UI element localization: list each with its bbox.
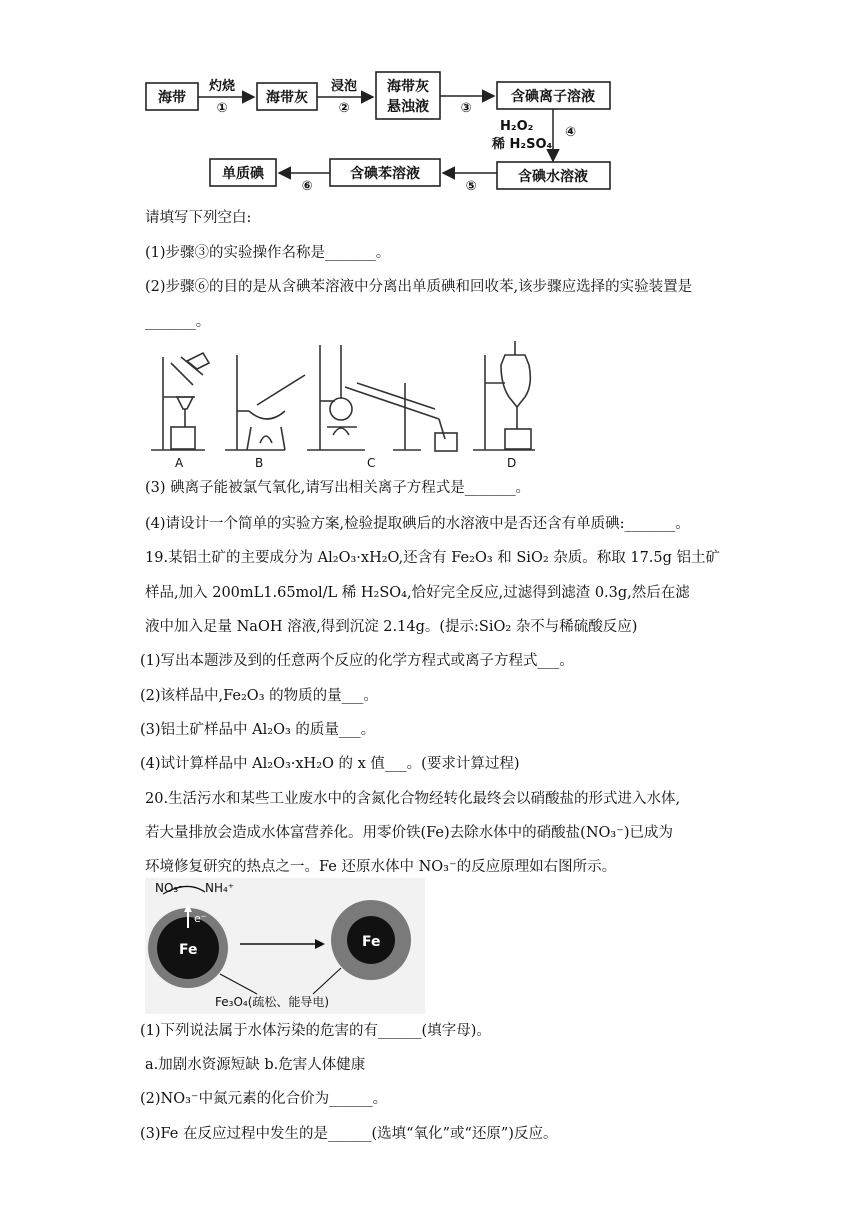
q20-stem-line3: 环境修复研究的热点之一。Fe 还原水体中 NO₃⁻的反应原理如右图所示。 — [145, 859, 617, 875]
q20-subq3: (3)Fe 在反应过程中发生的是______(选填“氧化”或“还原”)反应。 — [140, 1126, 558, 1142]
step2-label: 浸泡 — [330, 79, 358, 94]
q19-stem-line3: 液中加入足量 NaOH 溶液,得到沉淀 2.14g。(提示:SiO₂ 杂不与稀硫酸反应) — [145, 619, 638, 635]
label-fe-right: Fe — [362, 934, 381, 950]
box-elemental-iodine-label: 单质碘 — [222, 166, 264, 182]
label-no3: NO₃⁻ — [155, 881, 185, 895]
box-kelp-ash-label: 海带灰 — [266, 90, 308, 106]
q18-part3: (3) 碘离子能被氯气氧化,请写出相关离子方程式是_______。 — [145, 480, 531, 496]
box-suspension-label-2: 悬浊液 — [387, 99, 429, 115]
q19-subq3: (3)铝土矿样品中 Al₂O₃ 的质量___。 — [140, 722, 376, 738]
q20-subq1: (1)下列说法属于水体污染的危害的有______(填字母)。 — [140, 1023, 491, 1039]
extraction-flowchart — [140, 70, 620, 195]
q19-subq2: (2)该样品中,Fe₂O₃ 的物质的量___。 — [140, 688, 378, 704]
label-nh4: NH₄⁺ — [205, 881, 235, 895]
q18-part4: (4)请设计一个简单的实验方案,检验提取碘后的水溶液中是否还含有单质碘:_______。 — [145, 516, 690, 532]
box-iodide-solution-label: 含碘离子溶液 — [511, 89, 595, 105]
step6-number: ⑥ — [301, 179, 313, 194]
q19-subq1: (1)写出本题涉及到的任意两个反应的化学方程式或离子方程式___。 — [140, 653, 574, 669]
q19-stem-line1: 19.某铝土矿的主要成分为 Al₂O₃·xH₂O,还含有 Fe₂O₃ 和 SiO₂ 杂质。称取 17.5g 铝土矿 — [145, 550, 721, 566]
step2-number: ② — [338, 101, 350, 116]
box-iodine-benzene-label: 含碘苯溶液 — [350, 166, 420, 182]
step5-number: ⑤ — [465, 179, 477, 194]
step4-reagent-1: H₂O₂ — [500, 119, 534, 134]
q18-intro: 请填写下列空白: — [145, 210, 252, 226]
label-fe3o4-caption: Fe₃O₄(疏松、能导电) — [215, 995, 330, 1009]
apparatus-label-c: C — [367, 456, 376, 470]
q18-part2-line2: _______。 — [145, 314, 211, 330]
step1-label: 灼烧 — [208, 79, 236, 94]
step3-number: ③ — [460, 101, 472, 116]
box-iodine-water-label: 含碘水溶液 — [518, 169, 588, 185]
q19-subq4: (4)试计算样品中 Al₂O₃·xH₂O 的 x 值___。(要求计算过程) — [140, 756, 520, 772]
q18-part2-line1: (2)步骤⑥的目的是从含碘苯溶液中分离出单质碘和回收苯,该步骤应选择的实验装置是 — [145, 279, 693, 295]
fe-reduction-diagram — [145, 878, 425, 1014]
apparatus-label-a: A — [175, 456, 184, 470]
apparatus-label-d: D — [507, 456, 517, 470]
step4-number: ④ — [565, 125, 577, 140]
q20-stem-line2: 若大量排放会造成水体富营养化。用零价铁(Fe)去除水体中的硝酸盐(NO₃⁻)已成为 — [145, 825, 674, 841]
apparatus-label-b: B — [255, 456, 264, 470]
box-suspension-label-1: 海带灰 — [387, 79, 429, 95]
step4-reagent-2: 稀 H₂SO₄ — [492, 137, 553, 152]
q19-stem-line2: 样品,加入 200mL1.65mol/L 稀 H₂SO₄,恰好完全反应,过滤得到滤渣 0.3g,然后在滤 — [145, 585, 690, 601]
step1-number: ① — [216, 101, 228, 116]
apparatus-figure — [145, 335, 535, 472]
q20-options: a.加剧水资源短缺 b.危害人体健康 — [145, 1057, 366, 1073]
q20-stem-line1: 20.生活污水和某些工业废水中的含氮化合物经转化最终会以硝酸盐的形式进入水体, — [145, 791, 681, 807]
q20-subq2: (2)NO₃⁻中氮元素的化合价为______。 — [140, 1091, 388, 1107]
label-fe-left: Fe — [179, 942, 198, 958]
box-kelp-label: 海带 — [158, 90, 186, 106]
label-electron: e⁻ — [194, 912, 207, 925]
q18-part1: (1)步骤③的实验操作名称是_______。 — [145, 245, 391, 261]
